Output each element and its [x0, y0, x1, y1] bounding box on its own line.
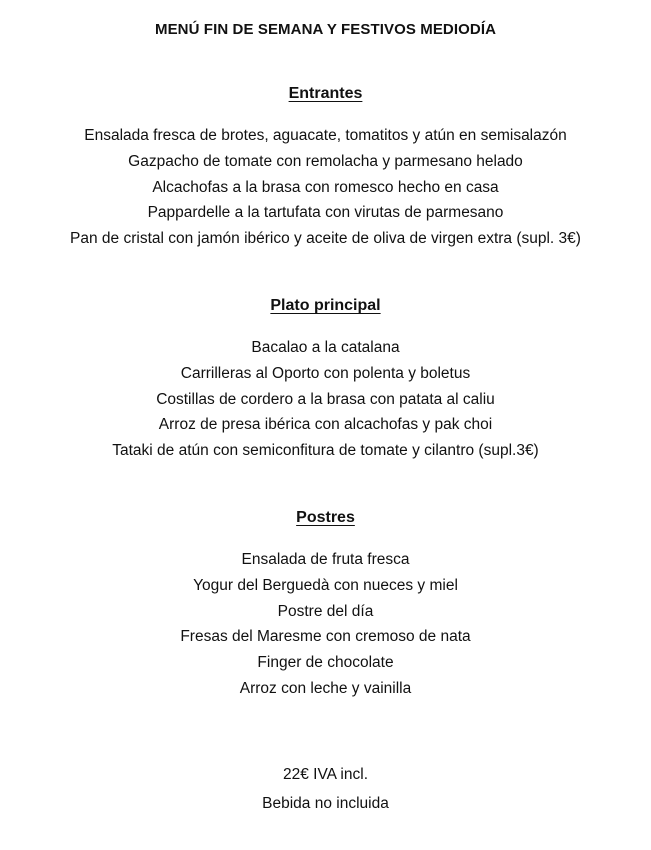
section-heading: Postres [296, 509, 355, 526]
section-plato-principal [0, 296, 651, 464]
price-label: 22€ IVA incl. [282, 766, 368, 783]
dish-list [0, 335, 651, 464]
dish-item: Arroz con leche y vainilla [239, 679, 412, 697]
menu-footer [0, 760, 651, 818]
dish-item: Finger de chocolate [257, 654, 394, 672]
dish-item: Pan de cristal con jamón ibérico y aceite de oliva de virgen extra (supl. 3€) [70, 230, 581, 248]
dish-item: Fresas del Maresme con cremoso de nata [180, 628, 471, 646]
drinks-note: Bebida no incluida [262, 795, 389, 812]
section-heading: Plato principal [270, 297, 381, 314]
dish-item: Tataki de atún con semiconfitura de tomate y cilantro (supl.3€) [112, 442, 539, 460]
section-postres [0, 508, 651, 702]
dish-list [0, 547, 651, 702]
dish-item: Arroz de presa ibérica con alcachofas y pak choi [158, 416, 493, 434]
dish-item: Costillas de cordero a la brasa con patata al caliu [156, 390, 495, 408]
dish-item: Bacalao a la catalana [251, 339, 400, 356]
section-heading: Entrantes [288, 85, 363, 102]
dish-item: Yogur del Berguedà con nueces y miel [193, 576, 458, 594]
dish-item: Alcachofas a la brasa con romesco hecho en casa [152, 178, 499, 196]
dish-item: Postre del día [277, 602, 374, 620]
dish-item: Gazpacho de tomate con remolacha y parmesano helado [128, 152, 523, 170]
menu-title: MENÚ FIN DE SEMANA Y FESTIVOS MEDIODÍA [154, 21, 497, 38]
section-entrantes [0, 84, 651, 252]
dish-item: Pappardelle a la tartufata con virutas de parmesano [147, 204, 504, 222]
dish-item: Carrilleras al Oporto con polenta y boletus [180, 364, 471, 382]
dish-item: Ensalada fresca de brotes, aguacate, tomatitos y atún en semisalazón [84, 127, 567, 144]
dish-item: Ensalada de fruta fresca [241, 551, 410, 568]
dish-list [0, 123, 651, 252]
